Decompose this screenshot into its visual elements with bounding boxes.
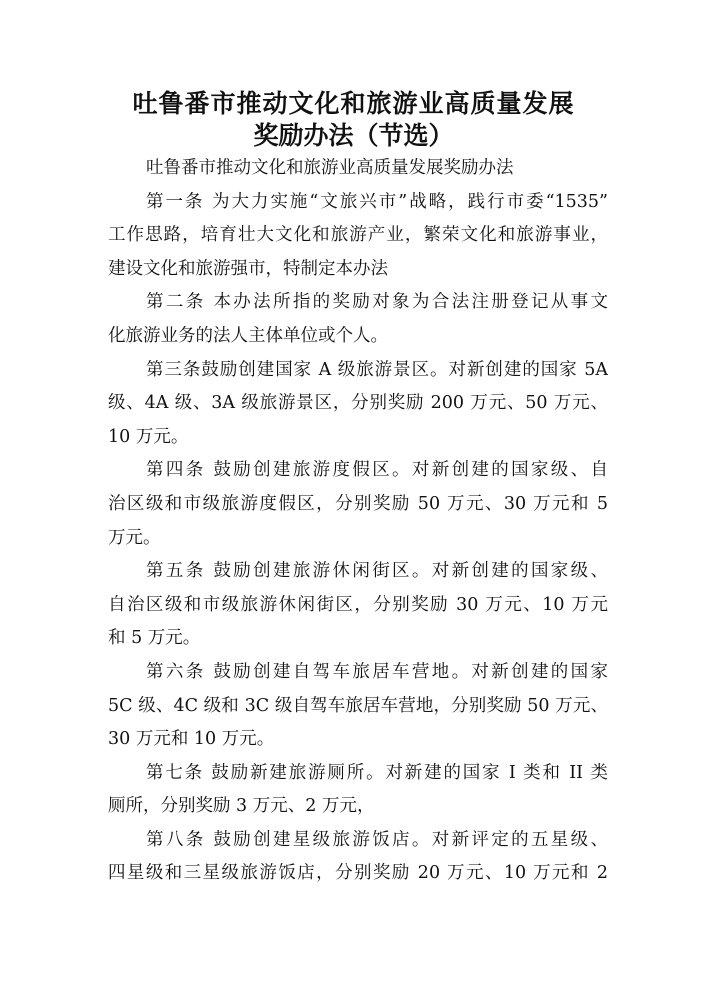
body-line-article-6: 第六条 鼓励创建自驾车旅居车营地。对新创建的国家 [146, 661, 608, 682]
body-line: 工作思路，培育壮大文化和旅游产业，繁荣文化和旅游事业， [108, 225, 608, 246]
body-line-article-1: 第一条 为大力实施“文旅兴市”战略，践行市委“1535” [146, 191, 608, 212]
body-line: 厕所，分别奖励 3 万元、2 万元， [108, 796, 375, 817]
body-line: 建设文化和旅游强市，特制定本办法 [108, 258, 388, 279]
body-line: 30 万元和 10 万元。 [108, 729, 275, 750]
body-line: 治区级和市级旅游度假区，分别奖励 50 万元、30 万元和 5 [108, 493, 608, 514]
body-line: 10 万元。 [108, 426, 189, 447]
body-line-article-5: 第五条 鼓励创建旅游休闲街区。对新创建的国家级、 [146, 561, 608, 582]
body-line-article-7: 第七条 鼓励新建旅游厕所。对新建的国家 I 类和 II 类 [146, 762, 608, 783]
body-line: 化旅游业务的法人主体单位或个人。 [108, 325, 388, 346]
document-body [108, 152, 608, 891]
body-line: 自治区级和市级旅游休闲街区，分别奖励 30 万元、10 万元 [108, 594, 608, 615]
body-line: 5C 级、4C 级和 3C 级自驾车旅居车营地，分别奖励 50 万元、 [108, 695, 608, 716]
body-line: 和 5 万元。 [108, 628, 201, 649]
body-line: 级、4A 级、3A 级旅游景区，分别奖励 200 万元、50 万元、 [108, 393, 608, 414]
body-line-subtitle: 吐鲁番市推动文化和旅游业高质量发展奖励办法 [146, 158, 514, 178]
body-line-article-4: 第四条 鼓励创建旅游度假区。对新创建的国家级、自 [146, 460, 608, 481]
body-line-article-2: 第二条 本办法所指的奖励对象为合法注册登记从事文 [146, 292, 608, 313]
body-line-article-8: 第八条 鼓励创建星级旅游饭店。对新评定的五星级、 [146, 829, 608, 850]
body-line: 万元。 [108, 527, 161, 548]
body-line-article-3: 第三条鼓励创建国家 A 级旅游景区。对新创建的国家 5A [146, 359, 608, 380]
document-title-line-2: 奖励办法（节选） [253, 121, 454, 150]
body-line: 四星级和三星级旅游饭店，分别奖励 20 万元、10 万元和 2 [108, 863, 608, 884]
document-title-line-1: 吐鲁番市推动文化和旅游业高质量发展 [132, 89, 575, 118]
